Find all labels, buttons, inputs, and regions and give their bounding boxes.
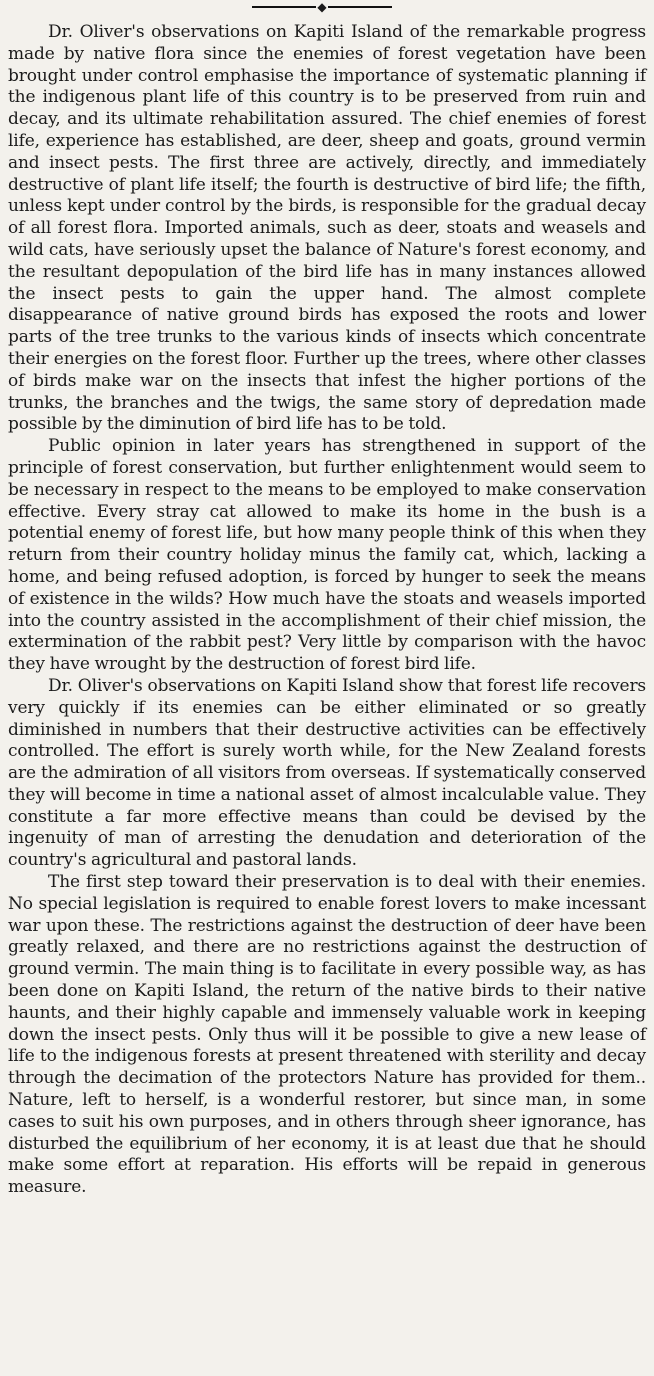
article-paragraph-2: Public opinion in later years has strengthened in support of the principle of forest conservation, but further enlightenment would seem to be necessary in respect to the means to be employed to make conservation effective. Every stray cat allowed to make its home in the bush is a potential enemy of forest life, but how many people think of this when they return from their country holiday minus the family cat, which, lacking a home, and being refused adoption, is forced by hunger to seek the means of existence in the wilds? How much have the stoats and weasels imported into the country assisted in the accomplishment of their chief mission, the extermination of the rabbit pest? Very little by comparison with the havoc they have wrought by the destruction of forest bird life.: [8, 436, 646, 675]
article-paragraph-4: The first step toward their preservation is to deal with their enemies. No special legislation is required to enable forest lovers to make incessant war upon these. The restrictions against the destruction of deer have been greatly relaxed, and there are no restrictions against the destruction of ground vermin. The main thing is to facilitate in every possible way, as has been done on Kapiti Island, the return of the native birds to their native haunts, and their highly capable and immensely valuable work in keeping down the insect pests. Only thus will it be possible to give a new lease of life to the indigenous forests at present threatened with sterility and decay through the decimation of the protectors Nature has provided for them.. Nature, left to herself, is a wonderful restorer, but since man, in some cases to suit his own purposes, and in others through sheer ignorance, has disturbed the equilibrium of her economy, it is at least due that he should make some effort at reparation. His efforts will be repaid in generous measure.: [8, 872, 646, 1198]
divider-rule-left: [252, 6, 316, 8]
ornamental-divider: [252, 0, 392, 14]
article-paragraph-1: Dr. Oliver's observations on Kapiti Island of the remarkable progress made by native flora since the enemies of forest vegetation have been brought under control emphasise the importance of systematic planning if the indigenous plant life of this country is to be preserved from ruin and decay, and its ultimate rehabilitation assured. The chief enemies of forest life, experience has established, are deer, sheep and goats, ground vermin and insect pests. The first three are actively, directly, and immediately destructive of plant life itself; the fourth is destructive of bird life; the fifth, unless kept under control by the birds, is responsible for the gradual decay of all forest flora. Imported animals, such as deer, stoats and weasels and wild cats, have seriously upset the balance of Nature's forest economy, and the resultant depopulation of the bird life has in many instances allowed the insect pests to gain the upper hand. The almost complete disappearance of native ground birds has exposed the roots and lower parts of the tree trunks to the various kinds of insects which concentrate their energies on the forest floor. Further up the trees, where other classes of birds make war on the insects that infest the higher portions of the trunks, the branches and the twigs, the same story of depredation made possible by the diminution of bird life has to be told.: [8, 22, 646, 435]
diamond-ornament-icon: ◆: [317, 0, 327, 14]
divider-rule-right: [328, 6, 392, 8]
article-paragraph-3: Dr. Oliver's observations on Kapiti Island show that forest life recovers very quickly if its enemies can be either eliminated or so greatly diminished in numbers that their destructive activities can be effectively controlled. The effort is surely worth while, for the New Zealand forests are the admiration of all visitors from overseas. If systematically conserved they will become in time a national asset of almost incalculable value. They constitute a far more effective means than could be devised by the ingenuity of man of arresting the denudation and deterioration of the country's agricultural and pastoral lands.: [8, 675, 646, 871]
